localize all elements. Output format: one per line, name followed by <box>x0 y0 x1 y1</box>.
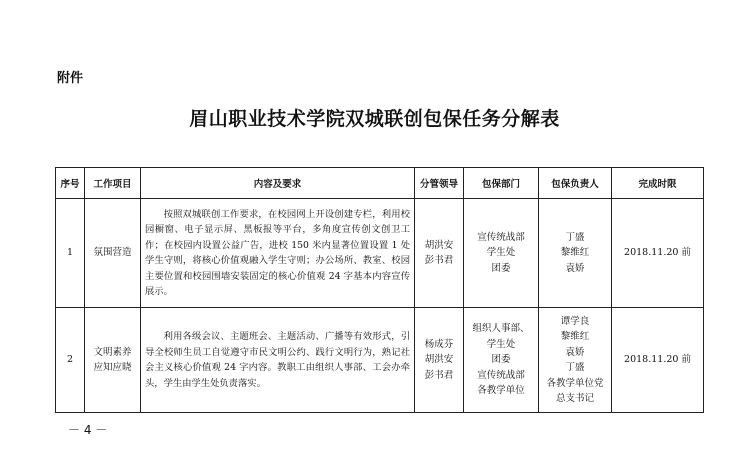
header-project: 工作项目 <box>85 168 141 199</box>
department-name: 宣传统战部 <box>477 231 525 243</box>
cell-project <box>85 308 141 413</box>
cell-responsible <box>539 199 612 308</box>
header-responsible: 包保负责人 <box>539 168 612 199</box>
department-name: 宣传统战部 <box>477 369 525 381</box>
project-line: 应知应晓 <box>93 362 132 373</box>
header-content: 内容及要求 <box>141 168 415 199</box>
leader-name: 胡洪安 <box>424 239 454 251</box>
department-name: 学生处 <box>486 247 516 259</box>
cell-leader <box>415 308 464 413</box>
cell-leader <box>415 199 464 308</box>
table-row <box>56 199 704 308</box>
cell-department <box>464 308 539 413</box>
attachment-label: 附件 <box>57 71 84 86</box>
cell-deadline: 2018.11.20 前 <box>612 308 704 413</box>
department-name: 学生处 <box>486 338 516 350</box>
cell-no: 1 <box>56 199 85 308</box>
project-line: 文明素养 <box>93 346 132 358</box>
cell-project <box>85 199 141 308</box>
leader-name: 彭书君 <box>424 369 454 381</box>
header-leader: 分管领导 <box>415 168 464 199</box>
leader-name: 杨成芬 <box>424 338 454 350</box>
task-table <box>55 167 704 413</box>
project-line: 氛围营造 <box>93 247 132 259</box>
cell-no: 2 <box>56 308 85 413</box>
content-text: 利用各级会议、主题班会、主题活动、广播等有效形式，引导全校师生员工自觉遵守市民文明公约、践行文明行为，熟记社会主义核心价值观 24 字内容。教职工由组织人事部、工会办牵头，学生由学生处负责落实。 <box>145 331 410 389</box>
document-title: 眉山职业技术学院双城联创包保任务分解表 <box>189 108 560 130</box>
department-name: 各教学单位 <box>477 385 525 397</box>
page-number: － 4 － <box>68 423 108 437</box>
table-row <box>56 308 704 413</box>
responsible-name: 丁盛 <box>565 231 585 243</box>
responsible-name: 总支书记 <box>555 393 594 404</box>
department-name: 团委 <box>491 354 511 366</box>
leader-name: 彭书君 <box>424 255 454 266</box>
responsible-name: 黎维红 <box>560 247 590 259</box>
department-name: 组织人事部、 <box>472 323 530 335</box>
leader-name: 胡洪安 <box>424 354 454 366</box>
responsible-name: 袁娇 <box>565 346 585 358</box>
cell-responsible <box>539 308 612 413</box>
cell-department <box>464 199 539 308</box>
header-department: 包保部门 <box>464 168 539 199</box>
content-text: 按照双城联创工作要求，在校园网上开设创建专栏，利用校园橱窗、电子显示屏、黑板报等平台，多角度宣传创文创卫工作；在校园内设置公益广告，进校 150 米内显著位置设置 1 处学生守则，将核心价值观融入学生守则；办公场所、教室、校园主要位置和校园围墙安装固定的核心价值观 24 字基本内容宣传展示。 <box>145 208 410 297</box>
responsible-name: 丁盛 <box>565 362 585 373</box>
cell-content <box>141 308 415 413</box>
table-header-row <box>56 168 704 199</box>
responsible-name: 黎维红 <box>560 331 590 342</box>
responsible-name: 谭学良 <box>560 315 590 327</box>
header-no: 序号 <box>56 168 85 199</box>
cell-deadline: 2018.11.20 前 <box>612 199 704 308</box>
responsible-name: 各教学单位党 <box>546 377 604 389</box>
cell-content <box>141 199 415 308</box>
header-deadline: 完成时限 <box>612 168 704 199</box>
responsible-name: 袁娇 <box>565 262 585 274</box>
department-name: 团委 <box>491 262 511 274</box>
